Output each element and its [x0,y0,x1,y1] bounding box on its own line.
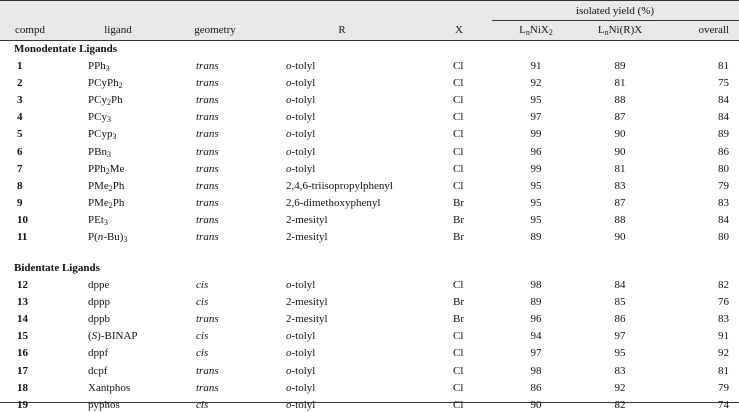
ligand-cell: PBn$_3$ [88,145,111,159]
compd-cell: 19 [17,398,28,411]
overall-yield-cell: 80 [718,162,729,175]
ln-ni-r-x-yield-cell: 87 [614,111,626,124]
ligand-cell: dppp [88,296,110,309]
ligand-cell: dppf [88,347,109,360]
ligand-cell: Xantphos [88,381,131,394]
ln-ni-r-x-yield-cell: 83 [614,364,626,377]
isolated-yield-underline [492,20,739,21]
overall-yield-cell: 79 [718,179,729,192]
ln-ni-r-x-yield-cell: 88 [614,94,626,107]
compd-cell: 8 [17,179,23,192]
ln-ni-r-x-yield-cell: 95 [614,347,626,360]
r-cell: o-tolyl [286,364,316,377]
ligand-cell: PCy$_2$Ph [88,94,123,108]
geometry-cell: trans [196,145,219,158]
overall-yield-cell: 79 [718,381,729,394]
ln-ni-r-x-yield-cell: 90 [614,231,626,243]
section-title: Monodentate Ligands [14,43,117,55]
geometry-cell: cis [196,398,209,411]
compd-cell: 15 [17,330,28,343]
x-cell: Br [453,231,464,243]
overall-yield-cell: 86 [718,145,729,158]
ligand-cell: dppb [88,313,110,326]
compd-cell: 11 [17,231,28,243]
ligand-cell: pyphos [88,398,120,411]
x-cell: Br [453,196,464,209]
compd-header: compd [15,24,45,36]
overall-yield-cell: 75 [718,77,729,90]
x-cell: Cl [453,162,464,175]
r-cell: o-tolyl [286,381,316,394]
geometry-cell: trans [196,381,219,394]
ln-nix2-yield-cell: 95 [530,94,542,107]
geometry-cell: trans [196,111,219,124]
x-cell: Cl [453,77,464,90]
ligand-cell: $P(n-Bu)_3$ [88,231,128,244]
ln-nix2-yield-cell: 91 [530,60,542,72]
r-cell: o-tolyl [286,60,316,72]
ligand-cell: PCyPh$_2$ [88,77,123,91]
x-header: X [455,24,463,36]
header-rule [0,40,739,41]
r-cell: 2-mesityl [286,213,328,226]
geometry-cell: trans [196,179,219,192]
isolated-yield-header: isolated yield (%) [575,5,655,17]
compd-cell: 10 [17,213,28,226]
ln-ni-r-x-yield-cell: 82 [614,398,626,411]
ln-ni-r-x-yield-cell: 88 [614,213,626,226]
r-cell: 2-mesityl [286,231,328,243]
geometry-cell: cis [196,330,209,343]
ln-ni-r-x-yield-cell: 87 [614,196,626,209]
ln-nix2-yield-cell: 97 [530,111,542,124]
geometry-cell: trans [196,94,219,107]
r-cell: o-tolyl [286,94,316,107]
x-cell: Cl [453,179,464,192]
x-cell: Cl [453,398,464,411]
ligand-cell: PEt$_3$ [88,213,108,227]
ln-ni-r-x-header: $L_nNi(R)X$ [597,24,643,37]
r-cell: o-tolyl [286,145,316,158]
ligand-cell: dppe [88,279,110,291]
overall-yield-cell: 80 [718,231,729,243]
geometry-cell: trans [196,128,219,141]
r-cell: 2-mesityl [286,313,328,326]
x-cell: Cl [453,128,464,141]
compd-cell: 5 [17,128,23,141]
ln-ni-r-x-yield-cell: 90 [614,145,626,158]
ligand-cell: (S)-BINAP [88,330,138,343]
geometry-cell: trans [196,196,219,209]
geometry-header: geometry [194,24,236,36]
top-rule [0,0,739,1]
x-cell: Cl [453,381,464,394]
geometry-cell: trans [196,213,219,226]
ligand-cell: PMe$_2$Ph [88,179,125,193]
x-cell: Cl [453,60,464,72]
overall-yield-cell: 83 [718,313,729,326]
ln-nix2-yield-cell: 98 [530,364,542,377]
ligand-cell: PPh$_2$Me [88,162,125,176]
ln-nix2-header: $L_nNiX_2$ [519,24,553,37]
compd-cell: 3 [17,94,23,107]
ligand-cell: PMe$_2$Ph [88,196,125,210]
x-cell: Cl [453,347,464,360]
x-cell: Cl [453,279,464,291]
ln-nix2-yield-cell: 95 [530,196,542,209]
ln-ni-r-x-yield-cell: 81 [614,162,626,175]
x-cell: Cl [453,364,464,377]
x-cell: Br [453,313,464,326]
compd-cell: 9 [17,196,23,209]
overall-yield-cell: 83 [718,196,729,209]
x-cell: Br [453,213,464,226]
overall-yield-cell: 84 [718,94,729,107]
r-cell: 2,6-dimethoxyphenyl [286,196,381,209]
ln-ni-r-x-yield-cell: 97 [614,330,626,343]
geometry-cell: trans [196,77,219,90]
ln-nix2-yield-cell: 96 [530,145,542,158]
r-cell: o-tolyl [286,162,316,175]
ligand-cell: PPh$_3$ [88,60,110,73]
ln-nix2-yield-cell: 90 [530,398,542,411]
compd-cell: 2 [17,77,23,90]
ligand-cell: PCy$_3$ [88,111,111,125]
ln-ni-r-x-yield-cell: 85 [614,296,626,309]
x-cell: Br [453,296,464,309]
geometry-cell: trans [196,364,219,377]
ln-nix2-yield-cell: 86 [530,381,542,394]
r-cell: o-tolyl [286,77,316,90]
ln-nix2-yield-cell: 94 [530,330,542,343]
ln-nix2-yield-cell: 99 [530,128,542,141]
overall-yield-cell: 89 [718,128,729,141]
r-cell: o-tolyl [286,347,316,360]
ln-ni-r-x-yield-cell: 83 [614,179,626,192]
ln-nix2-yield-cell: 97 [530,347,542,360]
x-cell: Cl [453,145,464,158]
overall-yield-cell: 76 [718,296,729,309]
ln-nix2-yield-cell: 92 [530,77,542,90]
geometry-cell: trans [196,60,219,72]
compd-cell: 13 [17,296,28,309]
ln-ni-r-x-yield-cell: 81 [614,77,626,90]
compd-cell: 12 [17,279,28,291]
ln-nix2-yield-cell: 95 [530,213,542,226]
ln-nix2-yield-cell: 89 [530,296,542,309]
geometry-cell: cis [196,279,209,291]
compd-cell: 7 [17,162,23,175]
ln-ni-r-x-yield-cell: 84 [614,279,626,291]
r-cell: o-tolyl [286,330,316,343]
ln-nix2-yield-cell: 98 [530,279,542,291]
geometry-cell: trans [196,313,219,326]
compd-cell: 18 [17,381,28,394]
r-cell: o-tolyl [286,111,316,124]
geometry-cell: trans [196,162,219,175]
ln-nix2-yield-cell: 89 [530,231,542,243]
overall-yield-cell: 82 [718,279,729,291]
ligand-cell: PCyp$_3$ [88,128,117,142]
overall-yield-cell: 84 [718,111,729,124]
ligand-header: ligand [104,24,132,36]
x-cell: Cl [453,111,464,124]
overall-yield-cell: 74 [718,398,729,411]
r-cell: o-tolyl [286,279,316,291]
compd-cell: 14 [17,313,28,326]
overall-yield-cell: 84 [718,213,729,226]
ln-nix2-yield-cell: 96 [530,313,542,326]
ligand-cell: dcpf [88,364,108,377]
overall-yield-cell: 91 [718,330,729,343]
r-cell: 2,4,6-triisopropylphenyl [286,179,393,192]
ln-ni-r-x-yield-cell: 90 [614,128,626,141]
ln-nix2-yield-cell: 99 [530,162,542,175]
compd-cell: 4 [17,111,23,124]
geometry-cell: cis [196,347,209,360]
overall-yield-cell: 81 [718,364,729,377]
compd-cell: 6 [17,145,23,158]
section-title: Bidentate Ligands [14,262,100,274]
ln-nix2-yield-cell: 95 [530,179,542,192]
x-cell: Cl [453,94,464,107]
ln-ni-r-x-yield-cell: 89 [614,60,626,72]
r-cell: o-tolyl [286,398,316,411]
compd-cell: 16 [17,347,28,360]
geometry-cell: trans [196,231,219,243]
ln-ni-r-x-yield-cell: 92 [614,381,626,394]
overall-yield-cell: 92 [718,347,729,360]
geometry-cell: cis [196,296,209,309]
r-cell: 2-mesityl [286,296,328,309]
overall-yield-cell: 81 [718,60,729,72]
ln-ni-r-x-yield-cell: 86 [614,313,626,326]
overall-header: overall [698,24,729,36]
r-header: R [338,24,346,36]
compd-cell: 1 [17,60,23,72]
r-cell: o-tolyl [286,128,316,141]
compd-cell: 17 [17,364,28,377]
x-cell: Cl [453,330,464,343]
